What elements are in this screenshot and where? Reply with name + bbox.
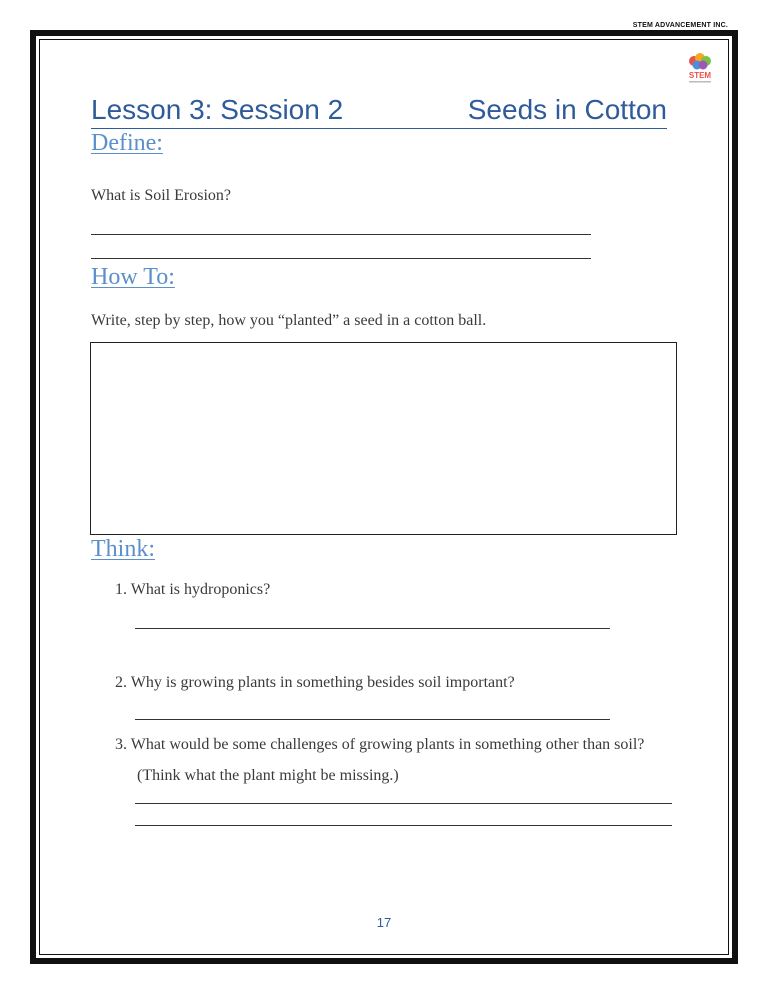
lesson-session-title: Lesson 3: Session 2 [91,94,344,125]
question-1-answer-line[interactable] [135,628,610,629]
howto-answer-box[interactable] [90,342,677,535]
question-3-hint: (Think what the plant might be missing.) [137,767,399,784]
howto-heading: How To: [91,264,175,290]
define-answer-line[interactable] [91,258,591,259]
lesson-title [91,92,667,129]
define-prompt: What is Soil Erosion? [91,187,231,204]
question-1: 1. What is hydroponics? [115,581,271,598]
page-number: 17 [376,915,392,930]
define-heading: Define: [91,130,163,156]
org-header: STEM ADVANCEMENT INC. [632,22,728,29]
define-answer-line[interactable] [91,234,591,235]
logo-text: STEM [688,71,712,80]
question-3: 3. What would be some challenges of growing plants in something other than soil? [115,736,645,753]
question-3-answer-line[interactable] [135,825,672,826]
question-2: 2. Why is growing plants in something besides soil important? [115,674,515,691]
question-2-answer-line[interactable] [135,719,610,720]
think-heading: Think: [91,536,155,562]
lesson-topic-title: Seeds in Cotton [467,94,667,125]
howto-prompt: Write, step by step, how you “planted” a seed in a cotton ball. [91,312,487,329]
brain-logo-icon [685,52,715,86]
question-3-answer-line[interactable] [135,803,672,804]
stem-logo [685,52,715,86]
